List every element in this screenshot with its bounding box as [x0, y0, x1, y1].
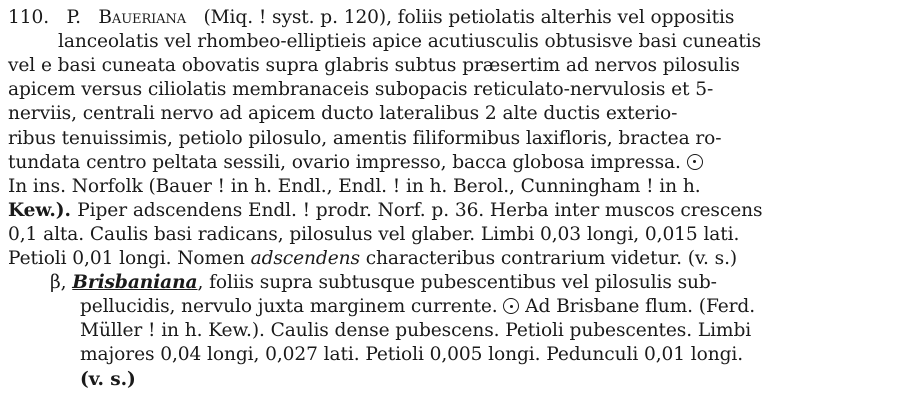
- text-line: [8, 127, 721, 151]
- text-line: [8, 175, 701, 199]
- text-segment: (v. s.): [80, 368, 136, 390]
- text-line: [80, 343, 743, 367]
- entry-heading-line: [8, 6, 734, 30]
- text-segment: 0,1 alta. Caulis basi radicans, pilosulus vel glaber. Limbi 0,03 longi, 0,015 lati.: [8, 223, 740, 245]
- text-segment: Ad Brisbane flum. (Ferd.: [519, 296, 756, 318]
- text-line: [50, 271, 717, 295]
- text-segment: vel e basi cuneata obovatis supra glabris subtus præsertim ad nervos pilosulis: [8, 55, 740, 77]
- text-segment: nerviis, centrali nervo ad apicem ducto lateralibus 2 alte ductis exterio-: [8, 103, 678, 125]
- text-line: [8, 199, 762, 223]
- annual-symbol: [687, 154, 703, 170]
- annual-symbol: [503, 298, 519, 314]
- text-line: [8, 151, 703, 175]
- text-segment: In ins. Norfolk (Bauer ! in h. Endl., Endl. ! in h. Berol., Cunningham ! in h.: [8, 175, 701, 197]
- text-segment: Piper adscendens Endl. ! prodr. Norf. p. 36. Herba inter muscos crescens: [77, 199, 763, 221]
- text-line: [8, 78, 713, 102]
- text-segment: β,: [50, 272, 73, 294]
- text-line: (Miq. ! syst. p. 120), foliis petiolatis alterhis vel oppositis: [203, 7, 735, 28]
- text-segment: pellucidis, nervulo juxta marginem currente.: [80, 296, 504, 318]
- text-line: [8, 223, 739, 247]
- text-segment: ribus tenuissimis, petiolo pilosulo, amentis filiformibus laxifloris, bractea ro-: [8, 127, 722, 149]
- text-line: [58, 30, 761, 54]
- text-segment: Brisbaniana: [72, 272, 198, 294]
- genus-abbreviation: P.: [66, 7, 81, 28]
- text-segment: Müller ! in h. Kew.). Caulis dense pubescens. Petioli pubescentes. Limbi: [80, 320, 752, 342]
- text-segment: apicem versus ciliolatis membranaceis subopacis reticulato-nervulosis et 5-: [8, 79, 714, 101]
- text-line: [80, 319, 751, 343]
- text-segment: majores 0,04 longi, 0,027 lati. Petioli 0,005 longi. Pedunculi 0,01 longi.: [80, 344, 744, 366]
- text-line: [80, 295, 755, 319]
- text-segment: , foliis supra subtusque pubescentibus vel pilosulis sub-: [197, 272, 717, 294]
- text-segment: Kew.).: [8, 199, 78, 221]
- entry-number: 110.: [8, 7, 50, 28]
- text-segment: characteribus contrarium videtur. (v. s.): [359, 248, 738, 269]
- text-segment: Petioli 0,01 longi. Nomen: [8, 248, 251, 269]
- text-line: [8, 102, 677, 126]
- text-line: [8, 54, 740, 78]
- text-segment: tundata centro peltata sessili, ovario impresso, bacca globosa impressa.: [8, 151, 687, 173]
- text-segment: lanceolatis vel rhombeo-elliptieis apice acutiusculis obtusisve basi cuneatis: [58, 31, 762, 53]
- text-line: [80, 368, 136, 392]
- text-line: [8, 247, 737, 271]
- text-segment: adscendens: [250, 248, 360, 269]
- species-name: Baueriana: [98, 7, 187, 28]
